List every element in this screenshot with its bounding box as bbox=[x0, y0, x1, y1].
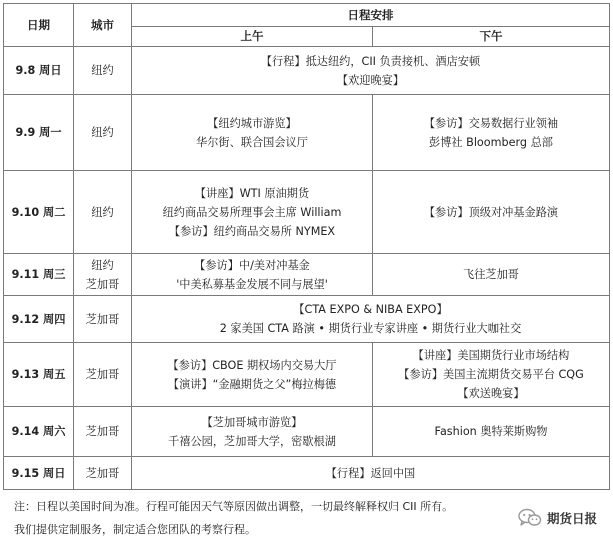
am-line: 【参访】中/美对冲基金 bbox=[194, 258, 310, 272]
schedule-table bbox=[3, 3, 610, 490]
row-city bbox=[74, 47, 132, 95]
am-line: 华尔街、联合国会议厅 bbox=[196, 135, 308, 149]
header-row bbox=[4, 4, 610, 27]
header-schedule: 日程安排 bbox=[132, 4, 610, 27]
am-line: 【参访】纽约商品交易所 NYMEX bbox=[168, 224, 336, 238]
header-date: 日期 bbox=[4, 4, 74, 47]
am-line: 【讲座】WTI 原油期货 bbox=[194, 186, 310, 200]
row-date: 9.9 周一 bbox=[4, 95, 74, 171]
row-city bbox=[74, 95, 132, 171]
header-am: 上午 bbox=[132, 27, 373, 47]
header-city: 城市 bbox=[74, 4, 132, 47]
row-full-day bbox=[132, 296, 610, 343]
table-row bbox=[4, 47, 610, 95]
row-date: 9.11 周三 bbox=[4, 254, 74, 296]
pm-line: 彭博社 Bloomberg 总部 bbox=[429, 135, 553, 149]
wechat-icon bbox=[518, 508, 542, 528]
logo-text: 期货日报 bbox=[546, 511, 597, 526]
city-line: 纽约 bbox=[91, 258, 114, 272]
row-city bbox=[74, 296, 132, 343]
row-date: 9.15 周日 bbox=[4, 457, 74, 490]
table-row bbox=[4, 254, 610, 296]
city-line: 芝加哥 bbox=[85, 466, 120, 480]
row-am bbox=[132, 95, 373, 171]
table-row bbox=[4, 296, 610, 343]
city-line: 芝加哥 bbox=[85, 312, 120, 326]
full-line: 【行程】抵达纽约，CII 负责接机、酒店安顿 bbox=[260, 54, 481, 68]
full-line: 【CTA EXPO & NIBA EXPO】 bbox=[293, 303, 448, 316]
city-line: 芝加哥 bbox=[85, 277, 120, 291]
full-line: 2 家美国 CTA 路演 • 期货行业专家讲座 • 期货行业大咖社交 bbox=[219, 322, 522, 335]
row-date: 9.8 周日 bbox=[4, 47, 74, 95]
pm-line: 【讲座】美国期货行业市场结构 bbox=[412, 349, 570, 362]
pm-line: 【参访】美国主流期货交易平台 CQG bbox=[398, 368, 584, 381]
row-date: 9.10 周二 bbox=[4, 171, 74, 254]
full-line: 【行程】返回中国 bbox=[325, 466, 416, 480]
row-full-day bbox=[132, 457, 610, 490]
pm-line: 【参访】顶级对冲基金路演 bbox=[423, 205, 559, 219]
table-row bbox=[4, 343, 610, 407]
footnote-custom-service: 我们提供定制服务，制定适合您团队的考察行程。 bbox=[14, 523, 256, 536]
city-line: 纽约 bbox=[91, 205, 114, 219]
pm-line: 【参访】交易数据行业领袖 bbox=[423, 116, 559, 130]
row-pm bbox=[373, 95, 610, 171]
footnotes bbox=[14, 497, 453, 540]
row-city bbox=[74, 343, 132, 407]
row-pm bbox=[373, 254, 610, 296]
am-line: '中美私募基金发展不同与展望' bbox=[176, 277, 328, 291]
am-line: 【纽约城市游览】 bbox=[207, 116, 297, 130]
table-row bbox=[4, 95, 610, 171]
row-pm bbox=[373, 407, 610, 457]
city-line: 芝加哥 bbox=[85, 425, 120, 438]
am-line: 千禧公园，芝加哥大学，密歇根湖 bbox=[168, 434, 336, 448]
row-date: 9.12 周四 bbox=[4, 296, 74, 343]
header-pm: 下午 bbox=[373, 27, 610, 47]
row-full-day bbox=[132, 47, 610, 95]
am-line: 纽约商品交易所理事会主席 William bbox=[162, 205, 342, 219]
row-pm bbox=[373, 343, 610, 407]
row-am bbox=[132, 407, 373, 457]
publisher-logo bbox=[518, 508, 597, 528]
row-am bbox=[132, 343, 373, 407]
city-line: 芝加哥 bbox=[85, 368, 120, 381]
city-line: 纽约 bbox=[91, 64, 114, 77]
row-date: 9.13 周五 bbox=[4, 343, 74, 407]
full-line: 【欢迎晚宴】 bbox=[336, 73, 405, 87]
table-row bbox=[4, 171, 610, 254]
row-city bbox=[74, 457, 132, 490]
am-line: 【芝加哥城市游览】 bbox=[201, 415, 303, 429]
table-row bbox=[4, 457, 610, 490]
am-line: 【参访】CBOE 期权场内交易大厅 bbox=[167, 358, 337, 372]
row-am bbox=[132, 254, 373, 296]
pm-line: 飞往芝加哥 bbox=[463, 268, 519, 281]
row-date: 9.14 周六 bbox=[4, 407, 74, 457]
am-line: 【演讲】“金融期货之父”梅拉梅德 bbox=[167, 377, 337, 391]
city-line: 纽约 bbox=[91, 126, 114, 139]
pm-line: 【欢送晚宴】 bbox=[457, 387, 525, 400]
pm-line: Fashion 奥特莱斯购物 bbox=[434, 425, 548, 438]
table-row bbox=[4, 407, 610, 457]
row-city bbox=[74, 407, 132, 457]
row-am bbox=[132, 171, 373, 254]
row-city bbox=[74, 171, 132, 254]
footnote-disclaimer: 注：日程以美国时间为准。行程可能因天气等原因做出调整，一切最终解释权归 CII 所有。 bbox=[14, 500, 454, 513]
row-city bbox=[74, 254, 132, 296]
row-pm bbox=[373, 171, 610, 254]
